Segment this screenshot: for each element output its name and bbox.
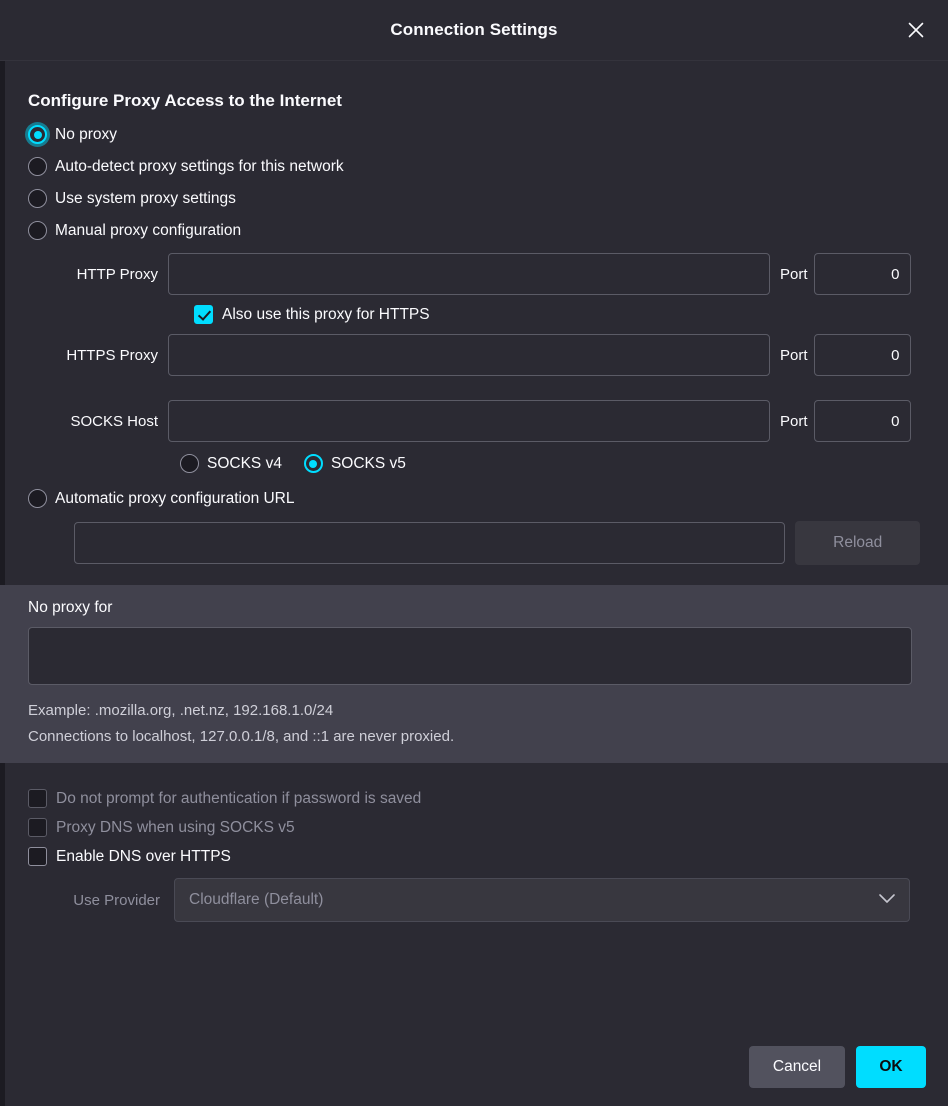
radio-system-proxy[interactable] xyxy=(28,189,47,208)
radio-pac-url[interactable] xyxy=(28,489,47,508)
radio-row-pac-url[interactable] xyxy=(28,489,920,508)
provider-row xyxy=(54,878,920,922)
no-proxy-note-text: Connections to localhost, 127.0.0.1/8, and ::1 are never proxied. xyxy=(28,728,455,745)
radio-row-socks-v5[interactable] xyxy=(304,454,406,473)
https-proxy-label: HTTPS Proxy xyxy=(66,346,158,364)
pac-url-row xyxy=(74,521,920,565)
close-icon[interactable] xyxy=(898,12,934,48)
enable-doh-row[interactable] xyxy=(28,847,920,866)
no-proxy-for-input[interactable] xyxy=(28,627,912,685)
socks-port-input[interactable] xyxy=(814,400,911,442)
no-auth-prompt-row[interactable] xyxy=(28,789,920,808)
http-proxy-row xyxy=(28,253,920,295)
provider-select[interactable] xyxy=(174,878,910,922)
radio-row-socks-v4[interactable] xyxy=(180,454,282,473)
pac-url-input[interactable] xyxy=(74,522,785,564)
also-https-label: Also use this proxy for HTTPS xyxy=(222,305,430,323)
https-port-label: Port xyxy=(780,346,808,364)
radio-label-system-proxy: Use system proxy settings xyxy=(55,189,236,207)
radio-label-socks-v5: SOCKS v5 xyxy=(330,454,406,472)
proxy-dns-socks5-label: Proxy DNS when using SOCKS v5 xyxy=(56,818,295,836)
radio-no-proxy[interactable] xyxy=(28,125,47,144)
radio-label-no-proxy: No proxy xyxy=(55,125,118,143)
dialog-title: Connection Settings xyxy=(390,20,558,39)
radio-row-no-proxy[interactable] xyxy=(28,125,920,144)
radio-row-auto-detect[interactable] xyxy=(28,157,920,176)
radio-row-manual-proxy[interactable] xyxy=(28,221,920,240)
http-port-input[interactable] xyxy=(814,253,911,295)
reload-button[interactable]: Reload xyxy=(795,521,920,565)
radio-socks-v5[interactable] xyxy=(304,454,323,473)
no-proxy-for-label: No proxy for xyxy=(28,599,113,616)
http-proxy-input[interactable] xyxy=(168,253,770,295)
radio-label-auto-detect: Auto-detect proxy settings for this network xyxy=(55,157,344,175)
radio-socks-v4[interactable] xyxy=(180,454,199,473)
no-proxy-example-text: Example: .mozilla.org, .net.nz, 192.168.1.0/24 xyxy=(28,702,334,719)
proxy-dns-socks5-checkbox[interactable] xyxy=(28,818,47,837)
https-port-input[interactable] xyxy=(814,334,911,376)
chevron-down-icon xyxy=(879,891,895,909)
radio-label-socks-v4: SOCKS v4 xyxy=(207,454,282,472)
no-proxy-for-section xyxy=(0,585,948,763)
enable-doh-label: Enable DNS over HTTPS xyxy=(56,847,231,865)
https-proxy-row xyxy=(28,334,920,376)
https-proxy-input[interactable] xyxy=(168,334,770,376)
radio-row-system-proxy[interactable] xyxy=(28,189,920,208)
radio-label-pac-url: Automatic proxy configuration URL xyxy=(55,489,295,507)
socks-version-group xyxy=(180,454,920,473)
also-https-row[interactable] xyxy=(194,305,920,324)
enable-doh-checkbox[interactable] xyxy=(28,847,47,866)
provider-label: Use Provider xyxy=(73,891,160,909)
also-https-checkbox[interactable] xyxy=(194,305,213,324)
socks-port-label: Port xyxy=(780,412,808,430)
socks-host-input[interactable] xyxy=(168,400,770,442)
http-port-label: Port xyxy=(780,265,808,283)
socks-host-label: SOCKS Host xyxy=(70,412,158,430)
dialog-titlebar xyxy=(0,0,948,61)
radio-label-manual-proxy: Manual proxy configuration xyxy=(55,221,242,239)
no-auth-prompt-label: Do not prompt for authentication if password is saved xyxy=(56,789,422,807)
dialog-content xyxy=(0,61,948,1106)
socks-host-row xyxy=(28,400,920,442)
no-auth-prompt-checkbox[interactable] xyxy=(28,789,47,808)
proxy-dns-socks5-row[interactable] xyxy=(28,818,920,837)
http-proxy-label: HTTP Proxy xyxy=(76,265,158,283)
page-title: Configure Proxy Access to the Internet xyxy=(28,91,342,110)
dialog-footer xyxy=(749,1046,926,1088)
cancel-button[interactable]: Cancel xyxy=(749,1046,845,1088)
radio-manual-proxy[interactable] xyxy=(28,221,47,240)
provider-selected-value: Cloudflare (Default) xyxy=(189,891,324,908)
ok-button[interactable]: OK xyxy=(856,1046,926,1088)
radio-auto-detect[interactable] xyxy=(28,157,47,176)
